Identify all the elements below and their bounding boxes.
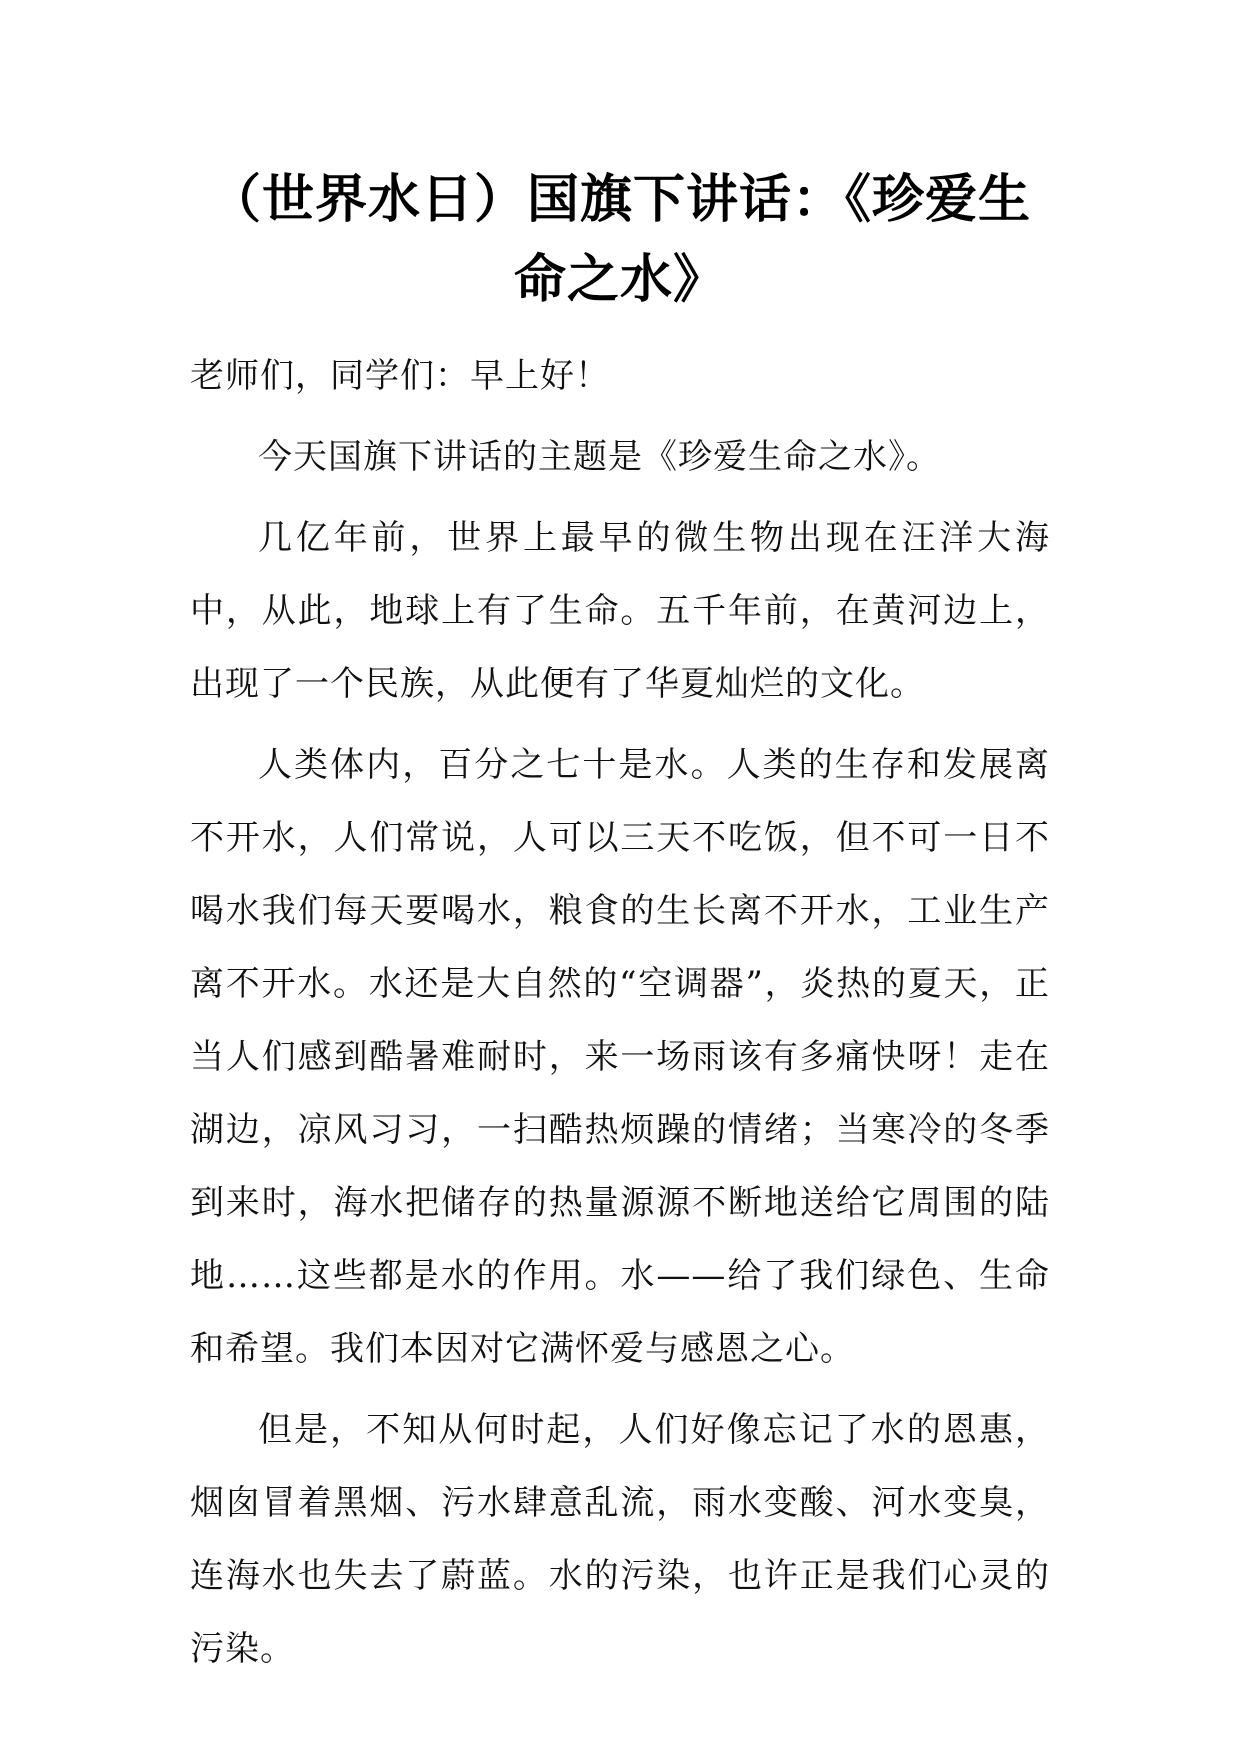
importance-of-water-paragraph: 人类体内，百分之七十是水。人类的生存和发展离不开水，人们常说，人可以三天不吃饭，但不可一日不喝水我们每天要喝水，粮食的生长离不开水，工业生产离不开水。水还是大自然的“空调器”，炎热的夏天，正当人们感到酷暑难耐时，来一场雨该有多痛快呀！走在湖边，凉风习习，一扫酷热烦躁的情绪；当寒冷的冬季到来时，海水把储存的热量源源不断地送给它周围的陆地……这些都是水的作用。水——给了我们绿色、生命和希望。我们本因对它满怀爱与感恩之心。 (190, 745, 1050, 1369)
greeting-paragraph: 老师们，同学们：早上好！ (190, 356, 610, 396)
history-paragraph: 几亿年前，世界上最早的微生物出现在汪洋大海中，从此，地球上有了生命。五千年前，在黄河边上，出现了一个民族，从此便有了华夏灿烂的文化。 (190, 518, 1050, 704)
topic-paragraph: 今天国旗下讲话的主题是《珍爱生命之水》。 (258, 437, 941, 477)
document-title: （世界水日）国旗下讲话：《珍爱生命之水》 (208, 170, 1031, 310)
document-body (190, 340, 1050, 1694)
pollution-paragraph: 但是，不知从何时起，人们好像忘记了水的恩惠，烟囱冒着黑烟、污水肆意乱流，雨水变酸、河水变臭，连海水也失去了蔚蓝。水的污染，也许正是我们心灵的污染。 (190, 1410, 1050, 1669)
